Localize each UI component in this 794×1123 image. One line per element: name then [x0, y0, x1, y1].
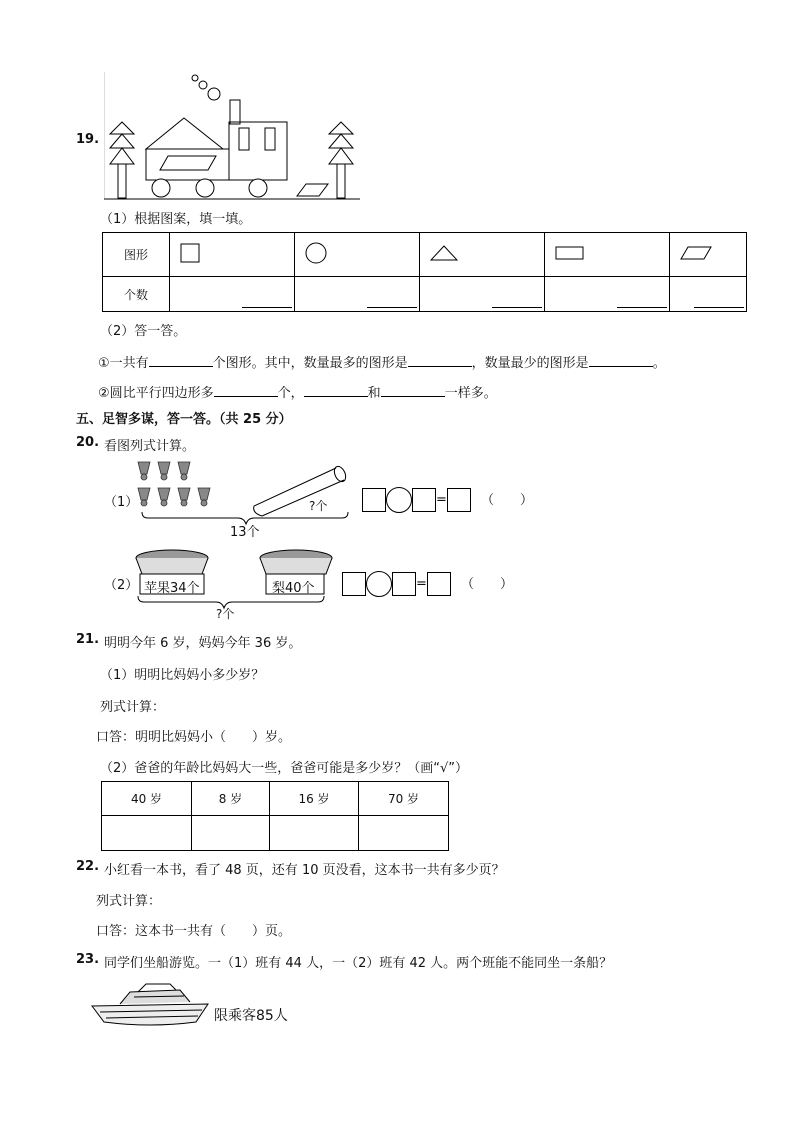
blank-most[interactable]	[408, 354, 472, 367]
tube-shape	[254, 465, 348, 516]
line2-seg1: ②圆比平行四边形多	[98, 386, 214, 401]
q19-number: 19.	[76, 132, 100, 147]
count-blank-triangle[interactable]	[420, 277, 545, 312]
q22-text: 小红看一本书，看了 48 页，还有 10 页没看，这本书一共有多少页？	[104, 863, 505, 878]
p2-pear-label: 梨40个	[272, 581, 315, 596]
pear-basket	[260, 550, 332, 574]
q20-p2-label: （2）	[104, 578, 139, 593]
eq1-equals: =	[436, 492, 447, 508]
blank-more[interactable]	[214, 384, 278, 397]
count-blank-parallelogram[interactable]	[670, 277, 747, 312]
eq1-box-a[interactable]	[362, 488, 386, 512]
age-option-2: 8 岁	[192, 782, 270, 816]
eq2-box-a[interactable]	[342, 572, 366, 596]
line1-seg3: ，数量最少的图形是	[471, 356, 589, 371]
q23-text: 同学们坐船游览。一（1）班有 44 人，一（2）班有 42 人。两个班能不能同坐一条船？	[104, 956, 613, 971]
circle-cell	[295, 233, 420, 277]
check-cell-1[interactable]	[102, 816, 192, 851]
right-tree-shape	[329, 122, 353, 198]
q21-part1: （1）明明比妈妈小多少岁？	[100, 668, 265, 683]
line1-seg2: 个图形。其中，数量最多的图形是	[212, 356, 408, 371]
q21-part2: （2）爸爸的年龄比妈妈大一些，爸爸可能是多少岁？（画“√”）	[100, 761, 469, 776]
blank-least[interactable]	[589, 354, 653, 367]
table-count-label: 个数	[103, 277, 170, 312]
eq1-box-result[interactable]	[447, 488, 471, 512]
q19-part1: （1）根据图案，填一填。	[100, 212, 252, 227]
eq2-operator-circle[interactable]	[366, 571, 392, 597]
p2-unknown: ?个	[216, 607, 235, 621]
eq2-box-result[interactable]	[427, 572, 451, 596]
q22-calc: 列式计算：	[96, 894, 162, 909]
eq2-answer-paren[interactable]: （ ）	[461, 576, 514, 592]
q20-p1-label: （1）	[104, 495, 139, 510]
triangle-cell	[420, 233, 545, 277]
rectangle-cell	[545, 233, 670, 277]
eq1-answer-paren[interactable]: （ ）	[481, 492, 534, 508]
q20-title: 看图列式计算。	[104, 439, 196, 454]
p1-total: 13个	[230, 525, 260, 540]
eq1-operator-circle[interactable]	[386, 487, 412, 513]
shuttlecocks	[138, 462, 210, 506]
q19-part2: （2）答一答。	[100, 324, 187, 339]
eq2-equals: =	[416, 576, 427, 592]
p1-unknown: ?个	[309, 499, 328, 513]
q21-calc: 列式计算：	[100, 700, 166, 715]
square-icon	[180, 243, 200, 263]
q19-line2	[98, 382, 497, 401]
left-tree-shape	[110, 122, 134, 198]
line2-seg2: 个，	[277, 386, 304, 401]
check-cell-4[interactable]	[359, 816, 449, 851]
apple-basket	[136, 550, 208, 574]
q23-number: 23.	[76, 952, 100, 967]
count-blank-circle[interactable]	[295, 277, 420, 312]
p2-equation	[342, 571, 513, 597]
square-cell	[170, 233, 295, 277]
eq1-box-b[interactable]	[412, 488, 436, 512]
age-option-1: 40 岁	[102, 782, 192, 816]
table-header-label: 图形	[103, 233, 170, 277]
blank-same-b[interactable]	[381, 384, 445, 397]
train-scene-picture	[104, 72, 362, 202]
blank-total[interactable]	[149, 354, 213, 367]
smoke-circles	[192, 75, 220, 100]
check-cell-3[interactable]	[270, 816, 359, 851]
boat-picture	[90, 982, 210, 1032]
q20-number: 20.	[76, 435, 100, 450]
boat-capacity-label: 限乘客85人	[214, 1008, 288, 1024]
circle-icon	[305, 242, 327, 264]
triangle-icon	[430, 245, 458, 261]
line2-seg3: 和	[367, 386, 381, 401]
line2-seg4: 一样多。	[444, 386, 497, 401]
count-blank-square[interactable]	[170, 277, 295, 312]
rectangle-icon	[555, 246, 585, 260]
blank-same-a[interactable]	[304, 384, 368, 397]
count-blank-rectangle[interactable]	[545, 277, 670, 312]
p1-equation	[362, 487, 533, 513]
shape-count-table	[102, 232, 747, 312]
p2-apple-label: 苹果34个	[144, 581, 200, 596]
line1-seg4: 。	[652, 356, 666, 371]
q21-text: 明明今年 6 岁，妈妈今年 36 岁。	[104, 636, 302, 651]
q21-number: 21.	[76, 632, 100, 647]
age-option-3: 16 岁	[270, 782, 359, 816]
line1-seg1: ①一共有	[98, 356, 149, 371]
q19-line1	[98, 352, 666, 371]
q22-number: 22.	[76, 859, 100, 874]
parallelogram-cell	[670, 233, 747, 277]
age-option-4: 70 岁	[359, 782, 449, 816]
section5-title: 五、足智多谋，答一答。（共 25 分）	[76, 412, 292, 427]
check-cell-2[interactable]	[192, 816, 270, 851]
q21-answer: 口答：明明比妈妈小（ ）岁。	[96, 730, 292, 745]
eq2-box-b[interactable]	[392, 572, 416, 596]
q22-answer: 口答：这本书一共有（ ）页。	[96, 924, 292, 939]
parallelogram-icon	[680, 246, 712, 260]
dad-age-table	[101, 781, 449, 851]
